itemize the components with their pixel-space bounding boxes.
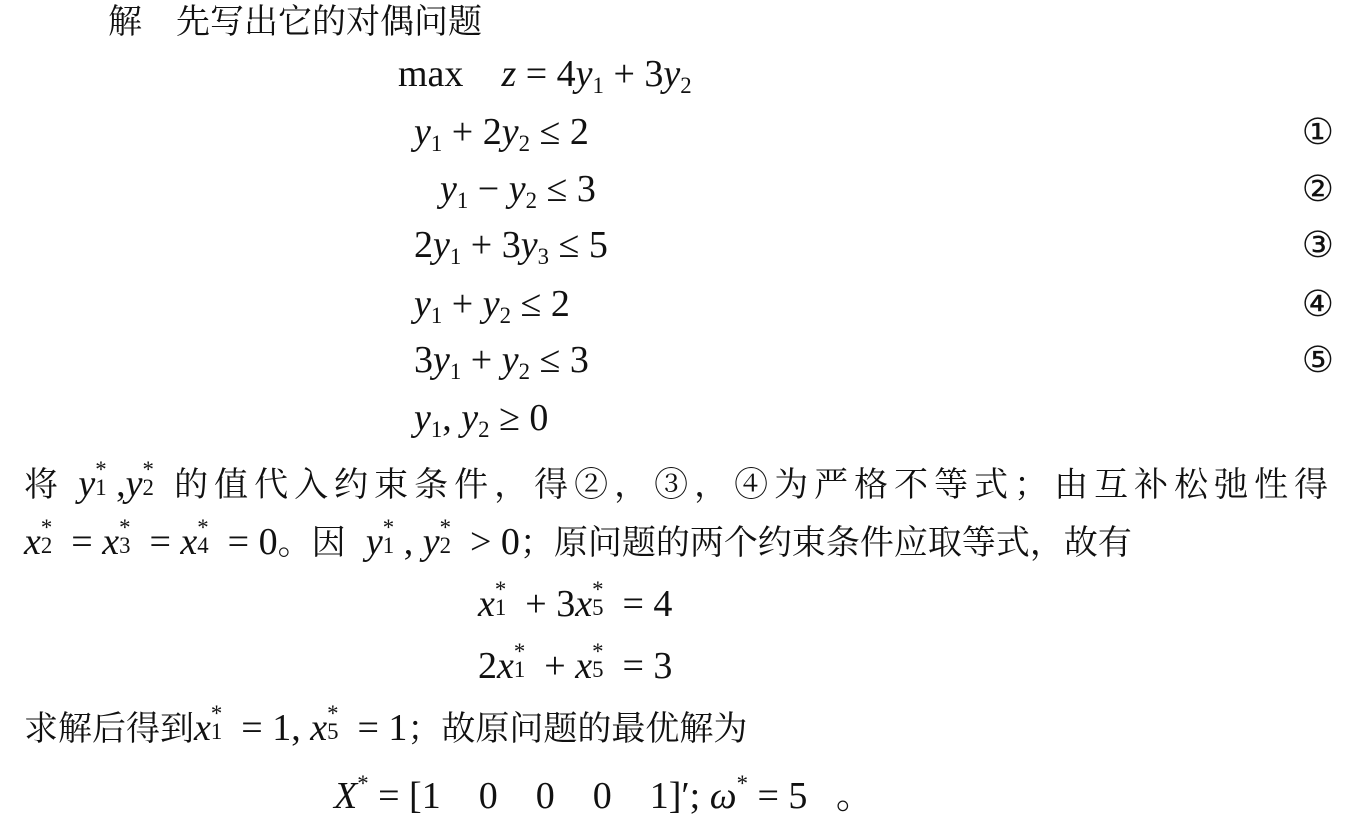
nonnegativity-constraint: $y_1$, $y_2 \ge 0$ [414,397,549,442]
paragraph-line-2: x * 2 = x * 3 = x * 4 = 0。因 y * 1 , y * 2 > 0；原问题的两个约束条件应取等式，故有 [24,515,1132,563]
constraint-marker-4: ④ [1301,284,1334,325]
solution-line: 求解后得到x * 1 = 1, x * 5 = 1；故原问题的最优解为 [24,701,748,749]
intro-line: 解 先写出它的对偶问题 [108,2,482,42]
paragraph-line-1: 将 y * 1 ,y * 2 的值代入约束条件，得②，③，④为严格不等式；由互补松弛性得 [24,457,1335,505]
constraint-4: $y_1 + y_2 \le 2$ [414,283,570,328]
max-label: max [398,53,464,95]
constraint-marker-2: ② [1301,169,1334,210]
y-positive-condition: y * 1 , y * 2 > 0 [365,515,520,563]
equation-2: 2x * 1 + x * 5 = 3 [478,639,673,687]
equation-1: x * 1 + 3x * 5 = 4 [478,577,673,625]
constraint-3: $2y_1 + 3y_3 \le 5$ [414,224,608,269]
dual-objective: max $z = 4y_1 + 3y_2$ [398,53,692,98]
constraint-marker-5: ⑤ [1301,340,1334,381]
solution-values: x * 1 = 1, x * 5 = 1 [194,701,408,749]
y-star-vars: y * 1 ,y * 2 [68,457,154,505]
optimal-solution: X* = [1 0 0 0 1]′; ω* = 5 。 [334,771,874,818]
constraint-5: $3y_1 + y_2 \le 3$ [414,339,589,384]
constraint-marker-3: ③ [1301,225,1334,266]
complementary-slackness-result: x * 2 = x * 3 = x * 4 = 0 [24,515,278,563]
constraint-marker-1: ① [1301,112,1334,153]
constraint-1: $y_1 + 2y_2 \le 2$ [414,111,589,156]
constraint-2: $y_1 - y_2 \le 3$ [440,168,596,213]
